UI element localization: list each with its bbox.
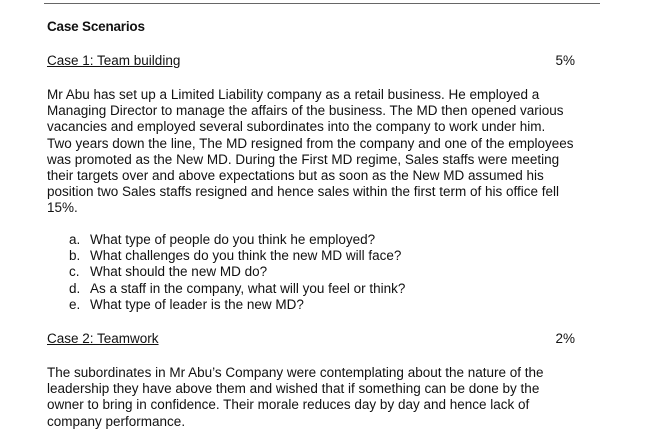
case-2-paragraph — [47, 365, 607, 430]
case-2-weight: 2% — [555, 331, 575, 346]
case-1-question-list — [69, 232, 405, 313]
question-marker: d. — [69, 280, 81, 296]
question-text: What should the new MD do? — [90, 264, 268, 280]
case-1-paragraph — [47, 87, 607, 217]
case-1-title: Case 1: Team building — [47, 53, 181, 68]
question-text: As a staff in the company, what will you feel or think? — [90, 280, 406, 296]
case-2-title: Case 2: Teamwork — [47, 331, 159, 346]
case-1-line: was promoted as the New MD. During the First MD regime, Sales staffs were meeting — [47, 151, 560, 167]
question-text: What type of people do you think he employed? — [90, 232, 376, 247]
case-1-line: Two years down the line, The MD resigned from the company and one of the employees — [47, 135, 574, 151]
top-rule — [44, 3, 600, 4]
case-1-header — [47, 53, 575, 68]
question-text: What challenges do you think the new MD will face? — [90, 248, 402, 264]
question-item — [69, 281, 405, 297]
case-2-line: The subordinates in Mr Abu’s Company were contemplating about the nature of the — [47, 365, 544, 380]
case-2-line: owner to bring in confidence. Their morale reduces day by day and hence lack of — [47, 397, 530, 413]
case-2-line: leadership they have above them and wished that if something can be done by the — [47, 381, 540, 397]
question-marker: a. — [69, 232, 81, 247]
case-1-line: Mr Abu has set up a Limited Liability company as a retail business. He employed a — [47, 87, 540, 102]
question-item — [69, 297, 405, 313]
page-heading: Case Scenarios — [47, 19, 145, 34]
question-item — [69, 248, 405, 264]
case-1-line: their targets over and above expectations but as soon as the New MD assumed his — [47, 168, 544, 184]
question-marker: b. — [69, 248, 81, 264]
question-marker: c. — [69, 264, 80, 280]
case-1-line: Managing Director to manage the affairs of the business. The MD then opened various — [47, 103, 564, 119]
case-1-weight: 5% — [555, 53, 575, 68]
case-2-header — [47, 331, 575, 346]
case-2-line: company performance. — [47, 413, 186, 429]
question-text: What type of leader is the new MD? — [90, 296, 304, 312]
question-marker: e. — [69, 296, 81, 312]
case-1-line: vacancies and employed several subordinates into the company to work under him. — [47, 119, 546, 135]
question-item — [69, 264, 405, 280]
case-1-line: position two Sales staffs resigned and hence sales within the first term of his office fell — [47, 184, 560, 200]
question-item — [69, 232, 405, 248]
case-1-line: 15%. — [47, 200, 78, 216]
